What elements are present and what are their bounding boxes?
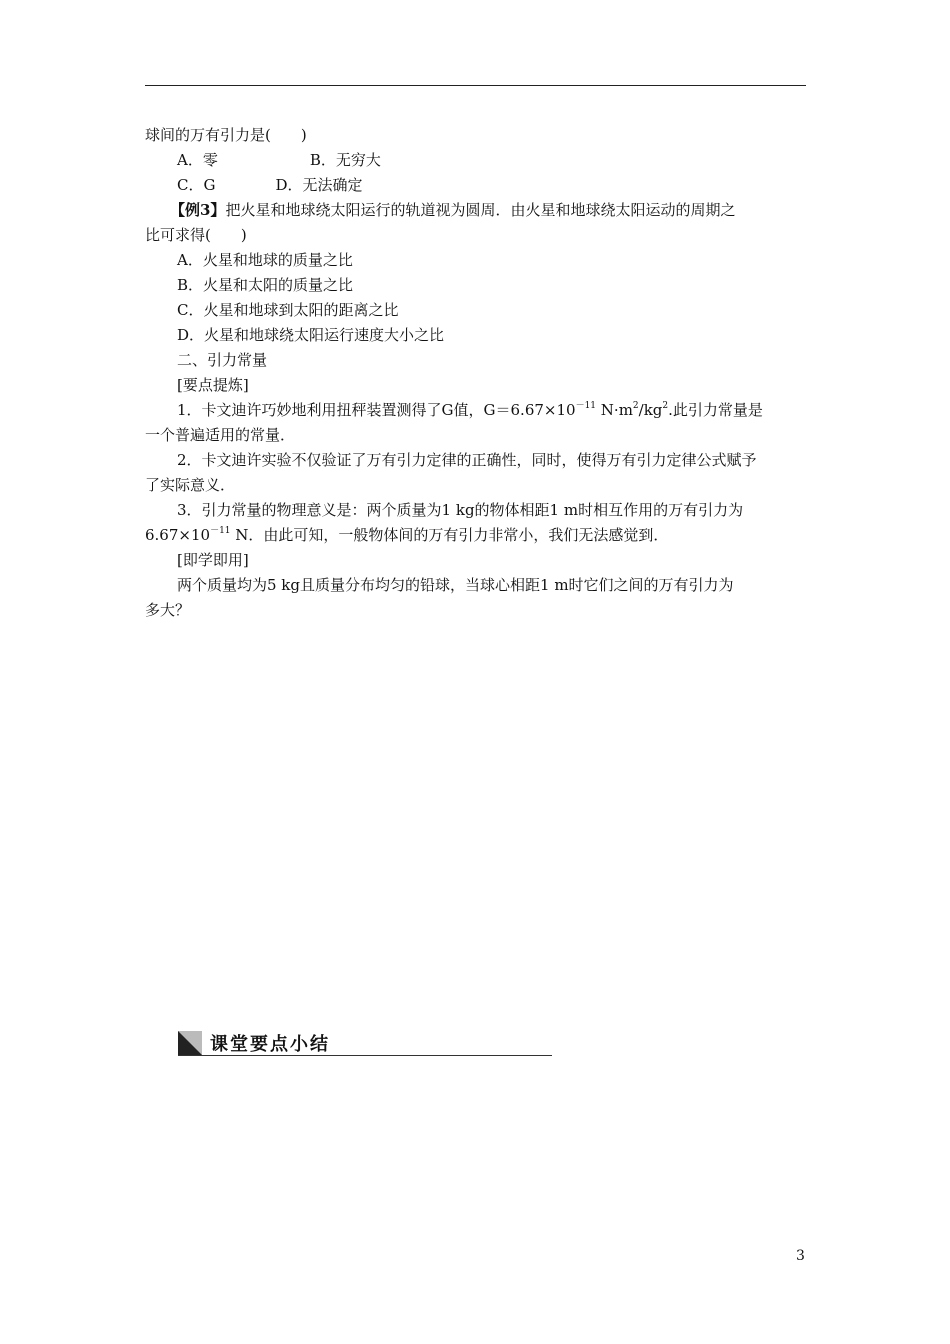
- key-point-1-cont: 一个普遍适用的常量．: [145, 426, 296, 444]
- section-triangle-icon: [178, 1031, 202, 1055]
- key-point-2: 2．卡文迪许实验不仅验证了万有引力定律的正确性，同时，使得万有引力定律公式赋予: [177, 451, 757, 469]
- kp1-text-a: 1．卡文迪许巧妙地利用扭秤装置测得了G值，G＝6.67×10: [177, 401, 576, 419]
- kp1-text-c: /kg: [638, 401, 663, 419]
- question-options-cd: C．G D．无法确定: [177, 176, 363, 194]
- practice-question: 两个质量均为5 kg且质量分布均匀的铅球，当球心相距1 m时它们之间的万有引力为: [177, 576, 734, 594]
- summary-section-header: [178, 1028, 552, 1056]
- question-options-ab: [145, 148, 806, 173]
- header-rule: [145, 85, 806, 86]
- page-number: 3: [796, 1248, 805, 1264]
- key-point-3: 3．引力常量的物理意义是：两个质量为1 kg的物体相距1 m时相互作用的万有引力为: [177, 501, 744, 519]
- option-a: A．零: [177, 151, 218, 169]
- kp1-exponent: －11: [575, 401, 597, 411]
- document-body: [145, 123, 806, 623]
- section-heading: 二、引力常量: [177, 351, 268, 369]
- example-3-option-d: D．火星和地球绕太阳运行速度大小之比: [177, 326, 445, 344]
- subheading-key-points: [要点提炼]: [177, 376, 249, 394]
- section-title: 课堂要点小结: [210, 1034, 330, 1055]
- kp3-text-b: N．由此可知，一般物体间的万有引力非常小，我们无法感觉到．: [230, 526, 669, 544]
- kp1-sup-m: 2: [632, 401, 639, 411]
- kp1-text-b: N·m: [596, 401, 633, 419]
- kp1-sup-kg: 2: [662, 401, 669, 411]
- example-3-stem-cont: 比可求得( ): [145, 226, 247, 244]
- kp3-text-a: 6.67×10: [145, 526, 211, 544]
- section-underline: [178, 1055, 552, 1056]
- question-stem-end: 球间的万有引力是( ): [145, 126, 307, 144]
- example-label: 【例3】: [170, 201, 226, 219]
- example-3-option-b: B．火星和太阳的质量之比: [177, 276, 354, 294]
- key-point-1: [145, 398, 806, 423]
- option-b: B．无穷大: [309, 151, 381, 169]
- key-point-2-cont: 了实际意义．: [145, 476, 236, 494]
- key-point-3-cont: [145, 523, 806, 548]
- subheading-practice: [即学即用]: [177, 551, 249, 569]
- example-3-option-c: C．火星和地球到太阳的距离之比: [177, 301, 399, 319]
- practice-question-cont: 多大？: [145, 601, 191, 619]
- example-3-stem: [145, 198, 806, 223]
- example-3-option-a: A．火星和地球的质量之比: [177, 251, 353, 269]
- example-3-text: 把火星和地球绕太阳运行的轨道视为圆周．由火星和地球绕太阳运动的周期之: [225, 201, 736, 219]
- kp3-exponent: －11: [210, 526, 231, 536]
- kp1-text-d: .此引力常量是: [668, 401, 763, 419]
